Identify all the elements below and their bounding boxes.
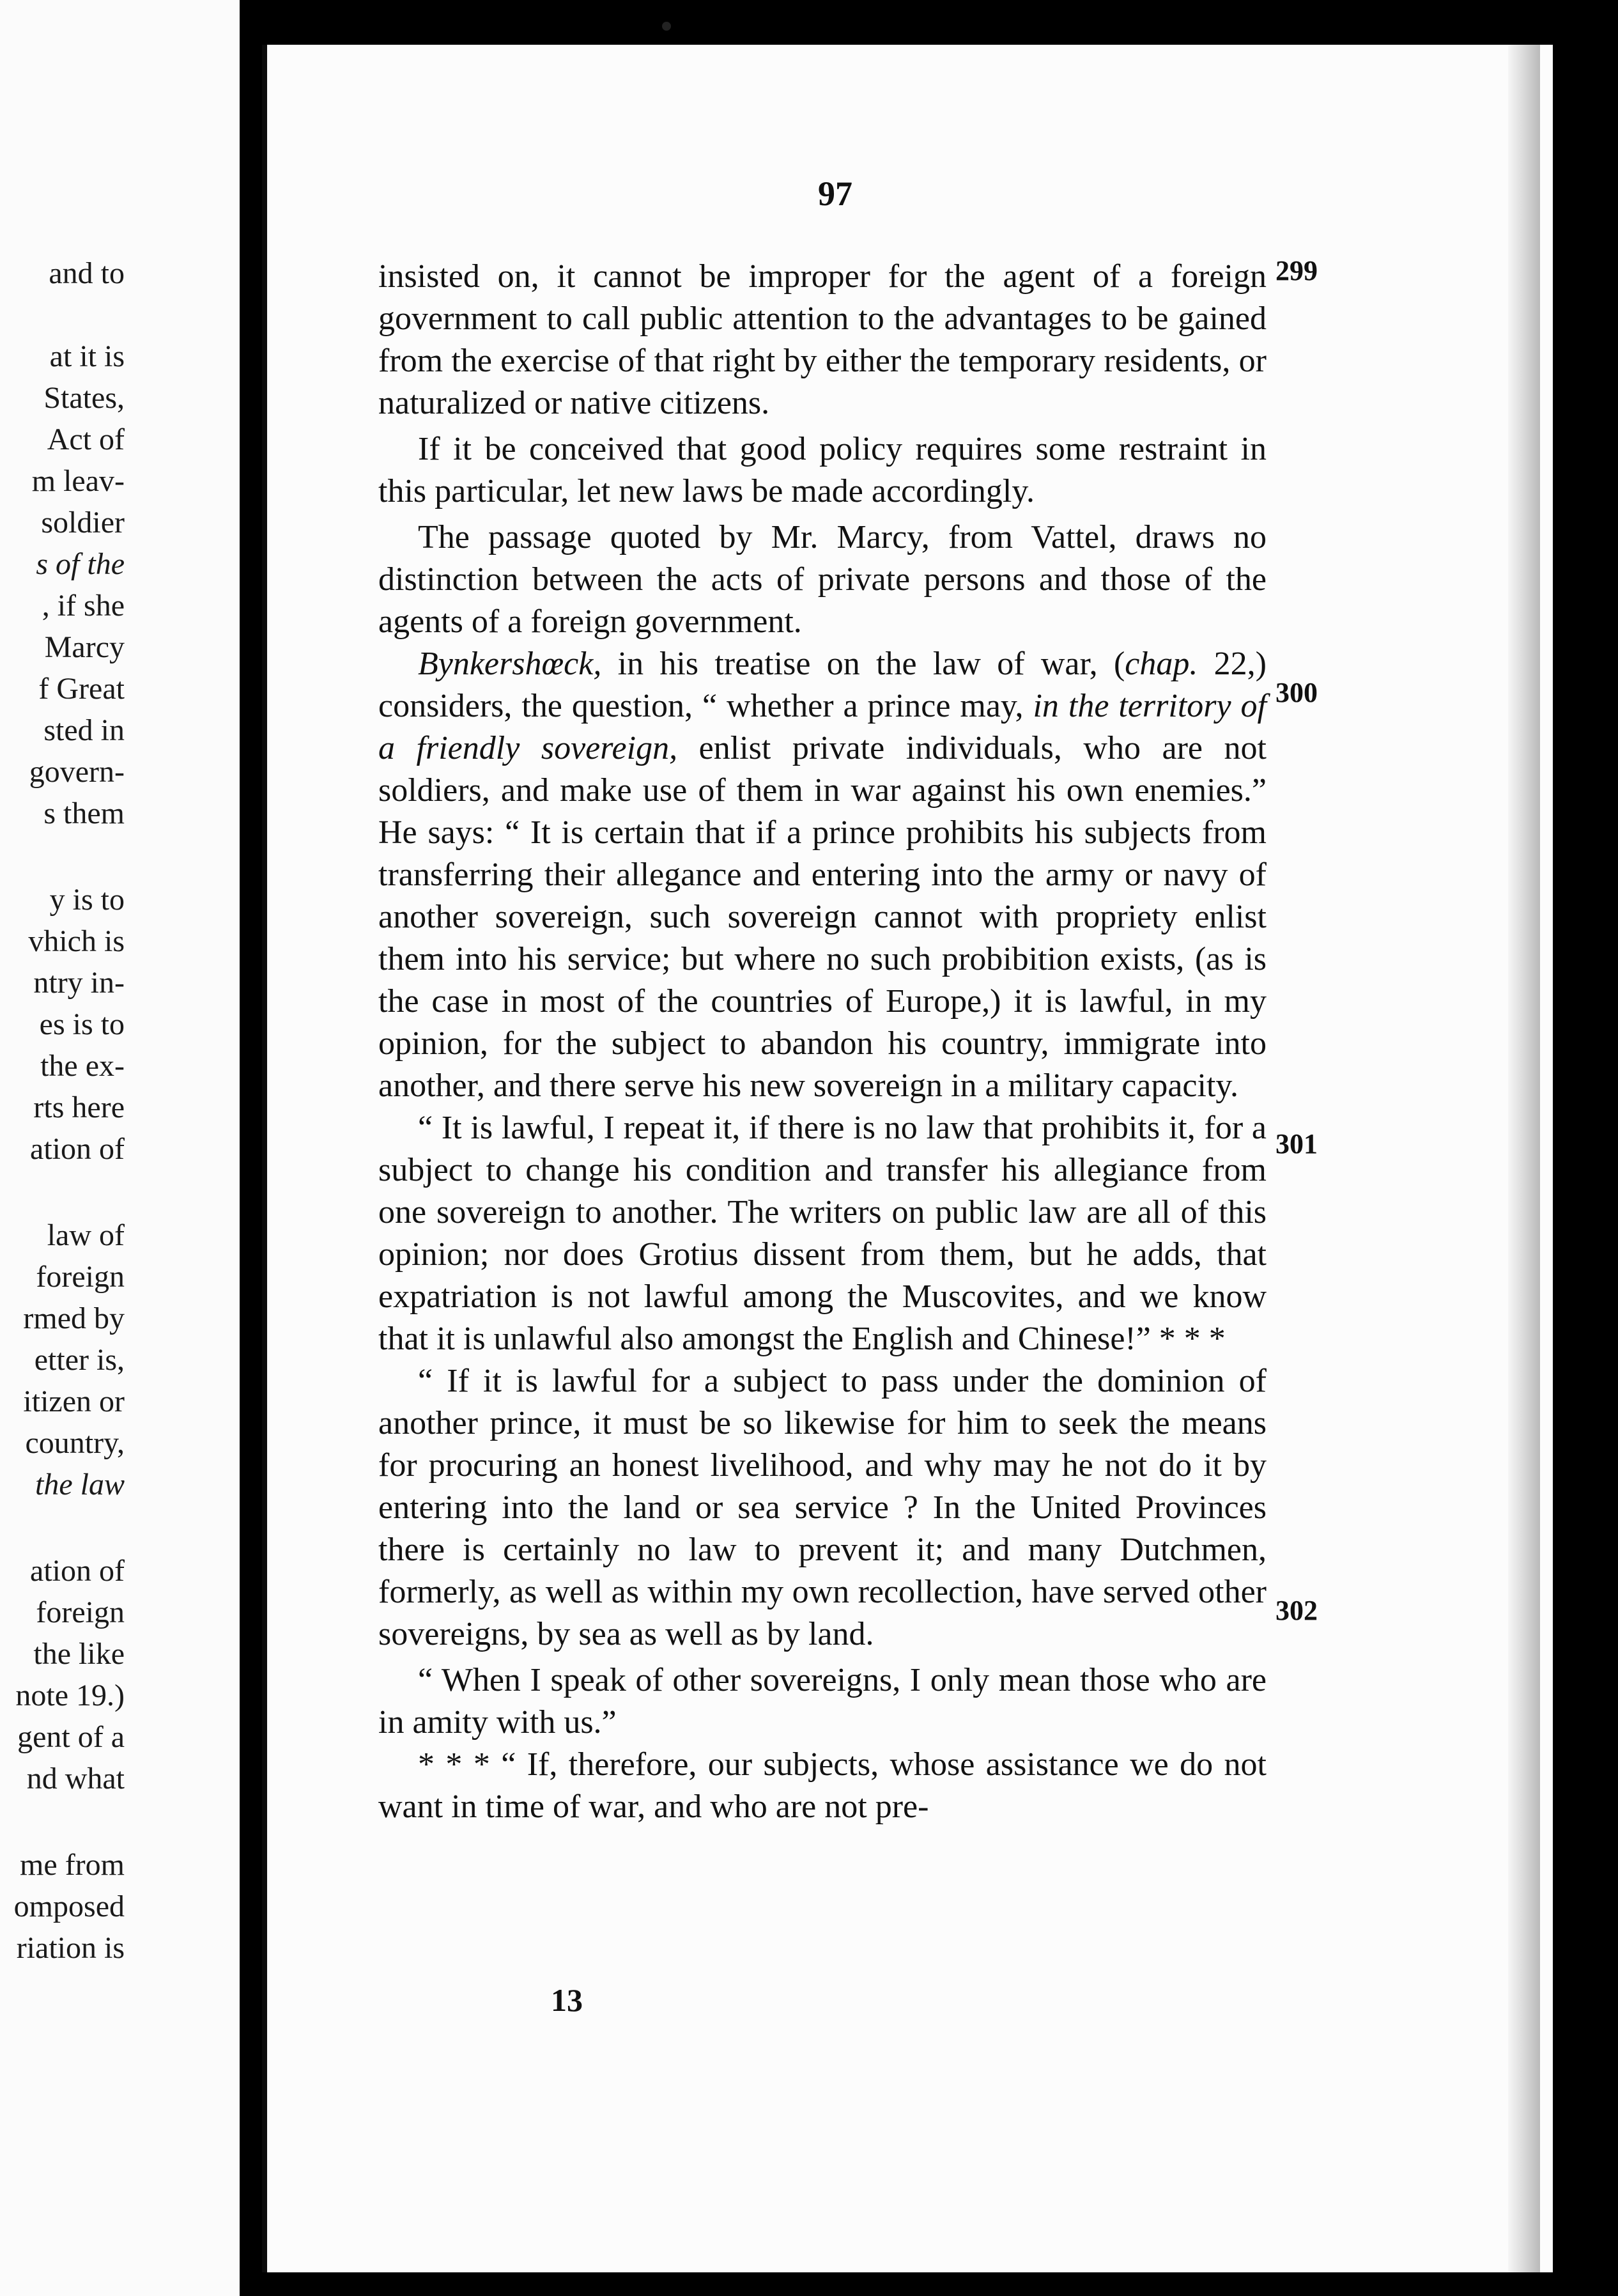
facing-page-line: y is to [49, 883, 125, 917]
facing-page-line: States, [43, 381, 125, 415]
facing-page-line: foreign [36, 1595, 125, 1629]
facing-page-line: foreign [36, 1260, 125, 1294]
facing-page-line: the law [35, 1468, 125, 1501]
quote-paragraph: “ When I speak of other sovereigns, I only mean those who are in amity with us.” [378, 1662, 1267, 1741]
facing-page-line: etter is, [34, 1343, 125, 1377]
facing-page-line: the ex- [40, 1049, 125, 1083]
paragraph-text: enlist private individuals, who are not soldiers, and make use of them in war against his own enemies.” He says: “ It is certain that if a prince prohibits his subjects from transferring their allegance and entering into the army or navy of another sovereign, such sovereign cannot with propriety enlist them into his service; but where no such probibition exists, (as is the case in most of the countries of Europe,) it is lawful, in my opinion, for the subject to abandon his country, immigrate into another, and there serve his new sovereign in a military capacity. [378, 730, 1267, 1104]
page-number: 97 [818, 175, 852, 213]
facing-page-line: m leav- [31, 464, 125, 498]
margin-number-300: 300 [1275, 677, 1318, 708]
paragraph: The passage quoted by Mr. Marcy, from Vattel, draws no distinction between the acts of private persons and those of the agents of a foreign government. [378, 519, 1267, 640]
facing-page-line: , if she [42, 589, 125, 623]
facing-page-line: gent of a [17, 1720, 125, 1754]
facing-page-line: country, [25, 1426, 125, 1460]
facing-page-line: sted in [43, 713, 125, 747]
facing-page-line: and to [49, 256, 125, 290]
facing-page-line: me from [20, 1848, 125, 1882]
book-gutter [240, 0, 259, 2296]
facing-page-line: law of [47, 1218, 125, 1252]
facing-page-line: s them [43, 796, 125, 830]
facing-page-line: omposed [13, 1889, 125, 1923]
paragraph: If it be conceived that good policy requires some restraint in this particular, let new laws be made accordingly. [378, 431, 1267, 509]
facing-page-line: Marcy [44, 630, 125, 664]
quote-paragraph: “ If it is lawful for a subject to pass under the dominion of another prince, it must be so likewise for him to seek the means for procuring an honest livelihood, and why may he not do it by entering into the land or sea service ? In the United Provinces there is certainly no law to prevent it; and many Dutchmen, formerly, as well as within my own recollection, have served other sovereigns, by sea as well as by land. [378, 1363, 1267, 1652]
facing-page-line: es is to [39, 1007, 125, 1041]
facing-page-line: Act of [47, 423, 125, 456]
facing-page-line: soldier [41, 506, 125, 539]
facing-page-line: s of the [36, 547, 125, 581]
facing-page-line: rts here [33, 1090, 125, 1124]
facing-page-line: rmed by [23, 1301, 125, 1335]
page-edge-shadow [1508, 45, 1540, 2272]
facing-page-line: ation of [30, 1132, 125, 1166]
paragraph: insisted on, it cannot be improper for the agent of a foreign government to call public attention to the advantages to be gained from the exercise of that right by either the temporary residents, or naturalized or native citizens. [378, 258, 1267, 421]
author-name: Bynkershœck, [418, 646, 602, 682]
chapter-ref: chap. [1125, 646, 1198, 682]
paragraph-text: 22,) considers, the question, “ whether a prince may, [378, 646, 1267, 724]
facing-page-line: at it is [49, 339, 125, 373]
quote-paragraph: * * * “ If, therefore, our subjects, whose assistance we do not want in time of war, and who are not pre- [378, 1746, 1267, 1825]
margin-number-299: 299 [1275, 255, 1318, 286]
facing-page-line: ntry in- [33, 966, 125, 1000]
margin-number-302: 302 [1275, 1595, 1318, 1626]
margin-number-301: 301 [1275, 1128, 1318, 1160]
facing-page-line: f Great [38, 672, 125, 706]
signature-mark: 13 [551, 1982, 583, 2018]
page-body-text [378, 256, 1267, 1828]
paragraph-text: in his treatise on the law of war, ( [601, 646, 1125, 682]
facing-page-line: riation is [16, 1931, 125, 1965]
facing-page-line: ation of [30, 1554, 125, 1588]
facing-page-line: vhich is [28, 924, 125, 958]
facing-page-line: itizen or [23, 1385, 125, 1418]
bynkershoek-paragraph [378, 643, 1267, 1107]
facing-page-line: govern- [29, 755, 125, 789]
facing-page-line: nd what [26, 1762, 125, 1796]
facing-page-fragment [0, 0, 240, 2296]
quote-paragraph: “ It is lawful, I repeat it, if there is no law that prohibits it, for a subject to change his condition and transfer his allegiance from one sovereign to another. The writers on public law are all of this opinion; nor does Grotius dissent from them, but he adds, that expatriation is not lawful among the Muscovites, and we know that it is unlawful also amongst the English and Chinese!” * * * [378, 1110, 1267, 1357]
scan-speck [662, 22, 671, 31]
facing-page-line: note 19.) [15, 1679, 125, 1712]
facing-page-line: the like [33, 1637, 125, 1671]
emphasis-text: in the territory of a friendly sovereign, [378, 688, 1267, 766]
